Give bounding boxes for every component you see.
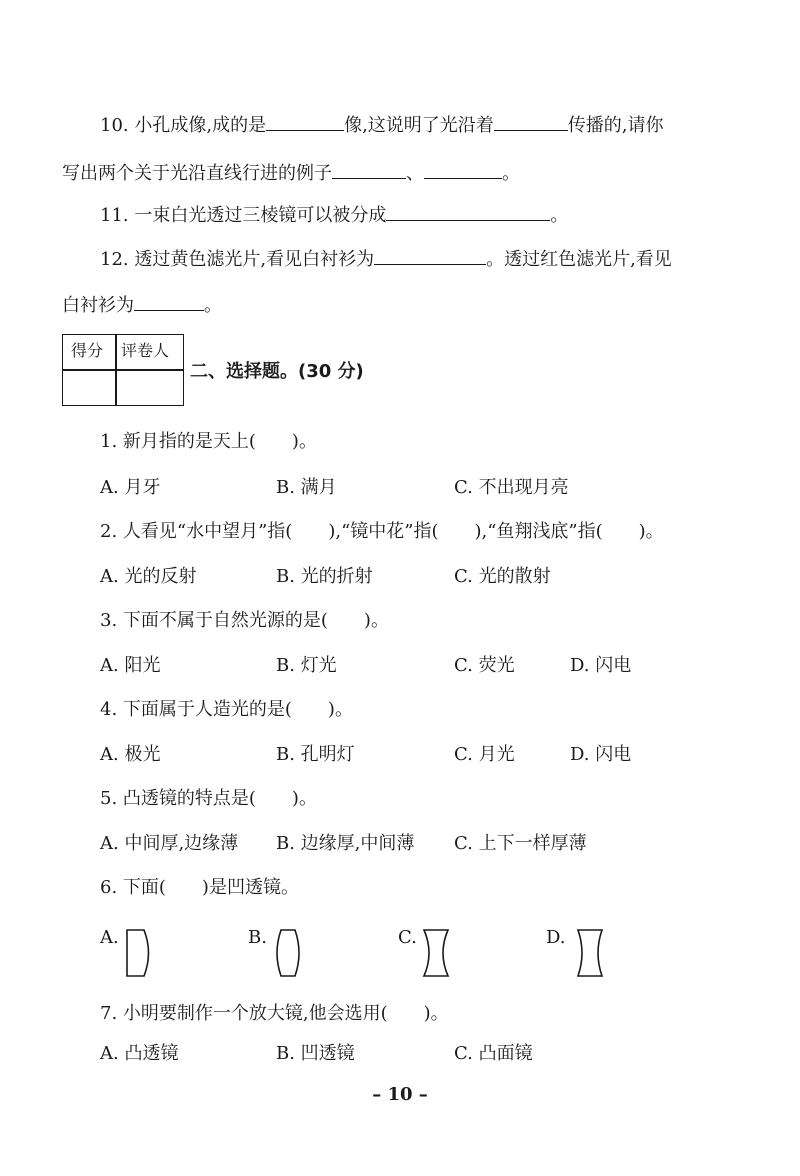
- q2-option-c[interactable]: C. 光的散射: [454, 566, 551, 587]
- q3-option-c[interactable]: C. 荧光: [454, 655, 515, 676]
- q10-end: 。: [502, 163, 520, 184]
- q10-text-4: 写出两个关于光沿直线行进的例子: [62, 163, 332, 184]
- q11-line: [100, 202, 568, 228]
- q3-stem: 3. 下面不属于自然光源的是( )。: [100, 610, 389, 631]
- q11-end: 。: [550, 205, 569, 226]
- q1-option-b[interactable]: B. 满月: [276, 477, 337, 498]
- q10-sep: 、: [406, 163, 424, 184]
- score-label: 得分: [71, 341, 104, 360]
- q12-line2: [62, 292, 222, 318]
- q6-stem: 6. 下面( )是凹透镜。: [100, 877, 299, 898]
- q12-end: 。: [204, 295, 222, 316]
- q10-line2: [62, 160, 520, 186]
- q10-blank-1[interactable]: [266, 112, 344, 131]
- q7-stem: 7. 小明要制作一个放大镜,他会选用( )。: [100, 1003, 449, 1024]
- q1-stem: 1. 新月指的是天上( )。: [100, 431, 317, 452]
- q1-option-c[interactable]: C. 不出现月亮: [454, 477, 569, 498]
- q10-text-2: 像,这说明了光沿着: [344, 115, 494, 136]
- q4-option-d[interactable]: D. 闪电: [570, 744, 632, 765]
- score-input-cell[interactable]: [63, 371, 115, 405]
- lens-d-icon: [572, 928, 606, 978]
- q6-option-a[interactable]: A.: [100, 927, 119, 948]
- q11-blank[interactable]: [386, 202, 550, 221]
- q4-option-a[interactable]: A. 极光: [100, 744, 161, 765]
- q7-option-a[interactable]: A. 凸透镜: [100, 1043, 179, 1064]
- lens-c-icon: [420, 928, 452, 978]
- q2-stem: 2. 人看见“水中望月”指( ),“镜中花”指( ),“鱼翔浅底”指( )。: [100, 521, 664, 542]
- q3-option-d[interactable]: D. 闪电: [570, 655, 632, 676]
- q6-option-d[interactable]: D.: [546, 927, 566, 948]
- lens-b-icon: [272, 928, 304, 978]
- q1-option-a[interactable]: A. 月牙: [100, 477, 161, 498]
- q12-text-2: 。透过红色滤光片,看见: [486, 249, 672, 270]
- q10-blank-3[interactable]: [332, 160, 406, 179]
- q2-option-b[interactable]: B. 光的折射: [276, 566, 373, 587]
- q7-option-b[interactable]: B. 凹透镜: [276, 1043, 355, 1064]
- q10-text-3: 传播的,请你: [567, 115, 664, 136]
- q10-text-1: 10. 小孔成像,成的是: [100, 115, 267, 136]
- page-number: – 10 –: [372, 1084, 428, 1105]
- score-table: [62, 334, 184, 406]
- q12-line1: [100, 246, 672, 272]
- q10-line1: [100, 112, 664, 138]
- q12-text-3: 白衬衫为: [62, 295, 134, 316]
- grader-label: 评卷人: [121, 341, 170, 360]
- grader-input-cell[interactable]: [117, 371, 183, 405]
- q11-text: 11. 一束白光透过三棱镜可以被分成: [100, 205, 387, 226]
- q4-option-c[interactable]: C. 月光: [454, 744, 515, 765]
- q12-blank-2[interactable]: [134, 292, 204, 311]
- q5-option-a[interactable]: A. 中间厚,边缘薄: [100, 833, 239, 854]
- q6-option-b[interactable]: B.: [248, 927, 267, 948]
- q4-option-b[interactable]: B. 孔明灯: [276, 744, 355, 765]
- q10-blank-2[interactable]: [494, 112, 568, 131]
- q3-option-a[interactable]: A. 阳光: [100, 655, 161, 676]
- lens-a-icon: [124, 928, 154, 978]
- q12-text-1: 12. 透过黄色滤光片,看见白衬衫为: [100, 249, 375, 270]
- q6-option-c[interactable]: C.: [398, 927, 417, 948]
- q12-blank-1[interactable]: [374, 246, 486, 265]
- q2-option-a[interactable]: A. 光的反射: [100, 566, 197, 587]
- q10-blank-4[interactable]: [424, 160, 502, 179]
- q3-option-b[interactable]: B. 灯光: [276, 655, 337, 676]
- section-title: 二、选择题。(30 分): [190, 361, 364, 382]
- q5-option-c[interactable]: C. 上下一样厚薄: [454, 833, 587, 854]
- q5-stem: 5. 凸透镜的特点是( )。: [100, 788, 317, 809]
- q5-option-b[interactable]: B. 边缘厚,中间薄: [276, 833, 415, 854]
- q4-stem: 4. 下面属于人造光的是( )。: [100, 699, 353, 720]
- q7-option-c[interactable]: C. 凸面镜: [454, 1043, 533, 1064]
